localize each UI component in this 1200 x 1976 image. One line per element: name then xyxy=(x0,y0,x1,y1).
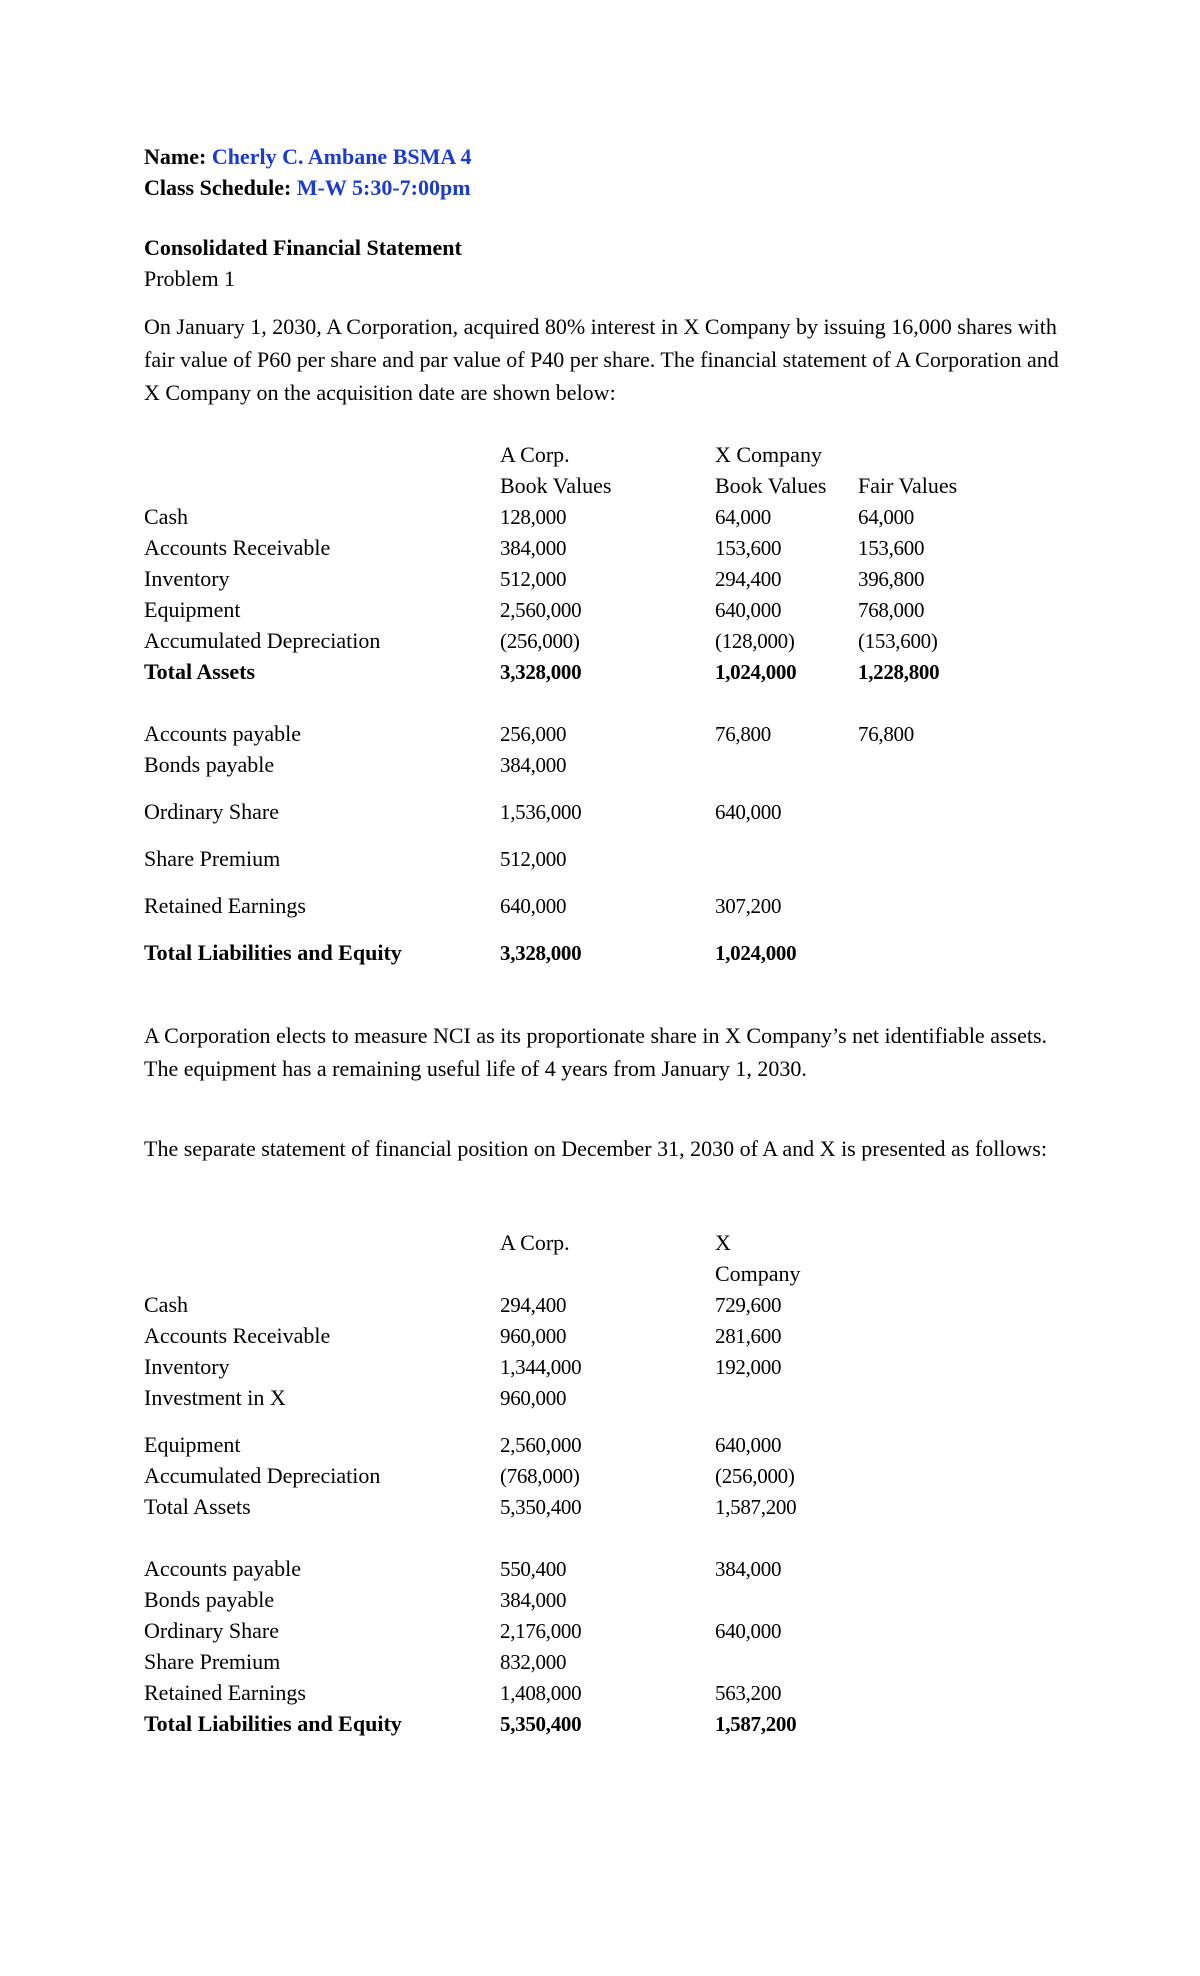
table2-total-liabilities-row xyxy=(0,1710,1200,1738)
table2-row xyxy=(0,1322,1200,1350)
table2-row xyxy=(0,1648,1200,1676)
a-book-value: 3,328,000 xyxy=(500,941,582,965)
row-label: Total Assets xyxy=(144,1494,251,1519)
problem-label: Problem 1 xyxy=(144,266,236,291)
table2-row xyxy=(0,1384,1200,1412)
table1-row xyxy=(0,565,1200,593)
row-label: Inventory xyxy=(144,1354,230,1379)
table1-header-a-book: Book Values xyxy=(500,473,612,498)
a-book-value: (256,000) xyxy=(500,629,580,653)
x-value: 192,000 xyxy=(715,1355,782,1379)
x-fair-value: 768,000 xyxy=(858,598,925,622)
row-label: Share Premium xyxy=(144,1649,281,1674)
x-book-value: (128,000) xyxy=(715,629,795,653)
x-fair-value: 76,800 xyxy=(858,722,914,746)
row-label: Inventory xyxy=(144,566,230,591)
a-value: (768,000) xyxy=(500,1464,580,1488)
table2-row xyxy=(0,1617,1200,1645)
x-fair-value: (153,600) xyxy=(858,629,938,653)
table2-row xyxy=(0,1431,1200,1459)
table1-header-row-2 xyxy=(0,472,1200,500)
a-value: 832,000 xyxy=(500,1650,567,1674)
name-label: Name: xyxy=(144,144,207,169)
table1-total-assets-row xyxy=(0,658,1200,686)
table2-row xyxy=(0,1462,1200,1490)
x-book-value: 76,800 xyxy=(715,722,771,746)
row-label: Total Liabilities and Equity xyxy=(144,940,402,965)
table2-header-a-corp: A Corp. xyxy=(500,1230,570,1255)
x-value: 1,587,200 xyxy=(715,1712,797,1736)
x-book-value: 1,024,000 xyxy=(715,941,797,965)
a-value: 1,408,000 xyxy=(500,1681,582,1705)
x-book-value: 153,600 xyxy=(715,536,782,560)
table1-row xyxy=(0,892,1200,920)
table1-row xyxy=(0,798,1200,826)
x-fair-value: 1,228,800 xyxy=(858,660,940,684)
table2-row xyxy=(0,1493,1200,1521)
x-book-value: 294,400 xyxy=(715,567,782,591)
table1-header-x-fair: Fair Values xyxy=(858,473,958,498)
row-label: Investment in X xyxy=(144,1385,286,1410)
a-book-value: 3,328,000 xyxy=(500,660,582,684)
table2-header-company: Company xyxy=(715,1261,801,1286)
table1-row xyxy=(0,596,1200,624)
table2-row xyxy=(0,1555,1200,1583)
row-label: Cash xyxy=(144,504,188,529)
x-book-value: 640,000 xyxy=(715,800,782,824)
x-book-value: 307,200 xyxy=(715,894,782,918)
x-fair-value: 64,000 xyxy=(858,505,914,529)
x-value: 563,200 xyxy=(715,1681,782,1705)
row-label: Accounts Receivable xyxy=(144,1323,331,1348)
x-value: 729,600 xyxy=(715,1293,782,1317)
schedule-line xyxy=(144,175,471,201)
table1-row xyxy=(0,751,1200,779)
intro-paragraph: On January 1, 2030, A Corporation, acquired 80% interest in X Company by issuing 16,000 shares with fair value of P60 per share and par value of P40 per share. The financial statement of A Corporation and X Company on the acquisition date are shown below: xyxy=(144,314,1059,405)
row-label: Bonds payable xyxy=(144,1587,275,1612)
a-value: 2,560,000 xyxy=(500,1433,582,1457)
table1-row xyxy=(0,720,1200,748)
a-value: 1,344,000 xyxy=(500,1355,582,1379)
a-value: 2,176,000 xyxy=(500,1619,582,1643)
x-value: 1,587,200 xyxy=(715,1495,797,1519)
table1-header-row-1 xyxy=(0,441,1200,469)
nci-paragraph: A Corporation elects to measure NCI as its proportionate share in X Company’s net identifiable assets. The equipment has a remaining useful life of 4 years from January 1, 2030. xyxy=(144,1023,1048,1081)
row-label: Retained Earnings xyxy=(144,1680,306,1705)
a-value: 5,350,400 xyxy=(500,1495,582,1519)
a-value: 5,350,400 xyxy=(500,1712,582,1736)
row-label: Total Assets xyxy=(144,659,256,684)
a-book-value: 512,000 xyxy=(500,847,567,871)
a-book-value: 2,560,000 xyxy=(500,598,582,622)
row-label: Accumulated Depreciation xyxy=(144,1463,381,1488)
a-value: 294,400 xyxy=(500,1293,567,1317)
a-value: 960,000 xyxy=(500,1386,567,1410)
row-label: Accumulated Depreciation xyxy=(144,628,381,653)
x-book-value: 64,000 xyxy=(715,505,771,529)
table1-header-x-book: Book Values xyxy=(715,473,827,498)
table1-total-liabilities-row xyxy=(0,939,1200,967)
section-title: Consolidated Financial Statement xyxy=(144,235,462,260)
table1-header-a-corp: A Corp. xyxy=(500,442,570,467)
row-label: Retained Earnings xyxy=(144,893,306,918)
name-value: Cherly C. Ambane BSMA 4 xyxy=(211,144,472,169)
a-book-value: 384,000 xyxy=(500,753,567,777)
x-fair-value: 396,800 xyxy=(858,567,925,591)
table1-row xyxy=(0,503,1200,531)
row-label: Bonds payable xyxy=(144,752,275,777)
table2-header-row-2 xyxy=(0,1260,1200,1288)
table2-row xyxy=(0,1353,1200,1381)
x-value: (256,000) xyxy=(715,1464,795,1488)
a-book-value: 640,000 xyxy=(500,894,567,918)
x-book-value: 640,000 xyxy=(715,598,782,622)
a-book-value: 256,000 xyxy=(500,722,567,746)
table2-header-x: X xyxy=(715,1230,731,1255)
a-book-value: 128,000 xyxy=(500,505,567,529)
row-label: Ordinary Share xyxy=(144,1618,280,1643)
x-value: 640,000 xyxy=(715,1619,782,1643)
table2-header-row-1 xyxy=(0,1229,1200,1257)
row-label: Cash xyxy=(144,1292,188,1317)
row-label: Accounts payable xyxy=(144,721,301,746)
a-book-value: 1,536,000 xyxy=(500,800,582,824)
separate-statement-paragraph: The separate statement of financial position on December 31, 2030 of A and X is presented as follows: xyxy=(144,1136,1047,1161)
row-label: Accounts Receivable xyxy=(144,535,331,560)
table2-row xyxy=(0,1679,1200,1707)
table1-header-x-company: X Company xyxy=(715,442,822,467)
row-label: Accounts payable xyxy=(144,1556,301,1581)
table1-row xyxy=(0,534,1200,562)
row-label: Total Liabilities and Equity xyxy=(144,1711,402,1736)
row-label: Equipment xyxy=(144,597,241,622)
a-value: 960,000 xyxy=(500,1324,567,1348)
x-value: 640,000 xyxy=(715,1433,782,1457)
x-book-value: 1,024,000 xyxy=(715,660,797,684)
name-line xyxy=(144,144,472,170)
row-label: Equipment xyxy=(144,1432,241,1457)
x-value: 281,600 xyxy=(715,1324,782,1348)
table2-row xyxy=(0,1586,1200,1614)
table1-row xyxy=(0,845,1200,873)
row-label: Share Premium xyxy=(144,846,281,871)
table2-row xyxy=(0,1291,1200,1319)
schedule-label: Class Schedule: xyxy=(144,175,292,200)
table1-row xyxy=(0,627,1200,655)
x-value: 384,000 xyxy=(715,1557,782,1581)
a-value: 384,000 xyxy=(500,1588,567,1612)
row-label: Ordinary Share xyxy=(144,799,280,824)
a-book-value: 512,000 xyxy=(500,567,567,591)
a-book-value: 384,000 xyxy=(500,536,567,560)
x-fair-value: 153,600 xyxy=(858,536,925,560)
schedule-value: M-W 5:30-7:00pm xyxy=(296,175,471,200)
a-value: 550,400 xyxy=(500,1557,567,1581)
